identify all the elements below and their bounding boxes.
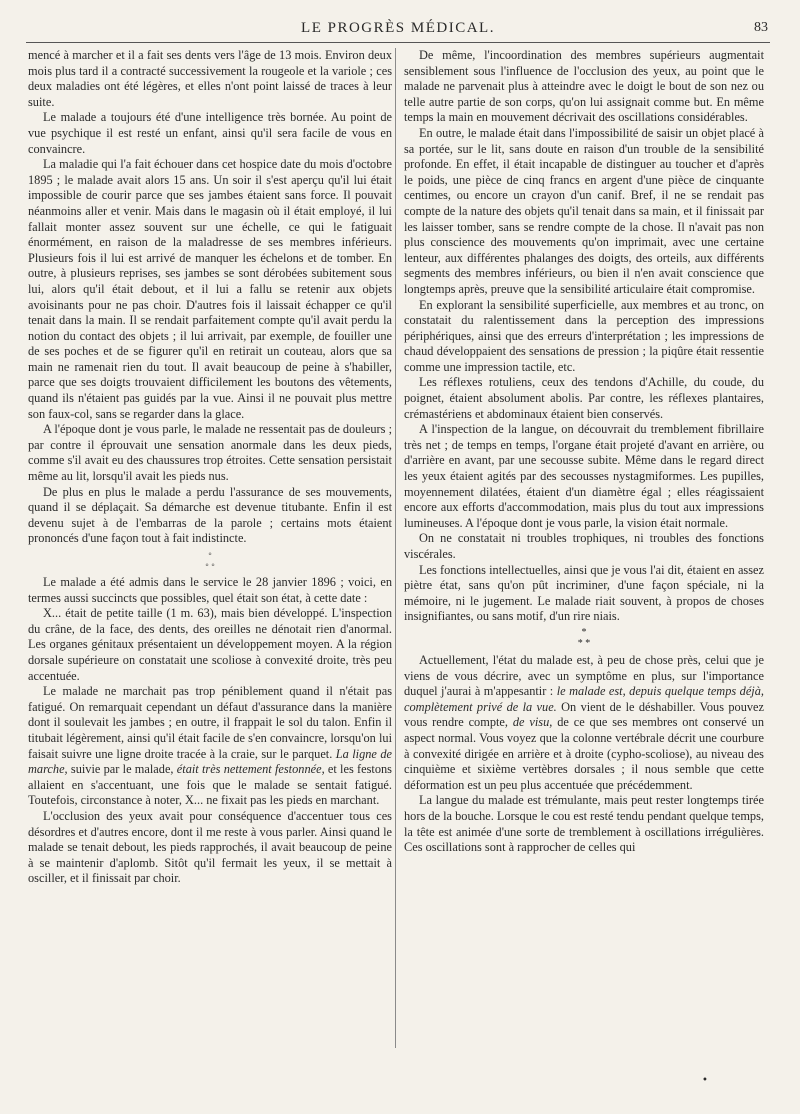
paragraph: La langue du malade est trémulante, mais peut rester longtemps tirée hors de la bouche. Lorsque le cou est resté tendu pendant quelque temps, la tête est animée d'une sorte de tremblement à oscillations irrégulières. Ces oscillations sont à rapprocher de celles qui <box>404 793 764 855</box>
paragraph: De même, l'incoordination des membres supérieurs augmentait sensiblement sous l'influence de l'occlusion des yeux, au point que le malade ne parvenait plus à atteindre avec le doigt le bout de son nez ou telle autre partie de son corps, qu'on lui assignait comme but. En même temps la main en mouvement décrivait des oscillations considérables. <box>404 48 764 125</box>
section-separator <box>404 627 764 649</box>
page-number: 83 <box>754 20 768 35</box>
paragraph: Le malade a été admis dans le service le 28 janvier 1896 ; voici, en termes aussi succincts que possibles, quel était son état, à cette date : <box>28 575 392 605</box>
paragraph: En explorant la sensibilité superficielle, aux membres et au tronc, on constatait du ralentissement dans la perception des impressions périphériques, ainsi que des erreurs d'interprétation ; les impressions de chaud développaient des sensations de pression ; la piqûre était ressentie comme une impression tactile, etc. <box>404 297 764 374</box>
column-divider <box>395 48 396 1048</box>
paragraph: Le malade a toujours été d'une intelligence très bornée. Au point de vue psychique il est resté un enfant, ainsi qu'il sera facile de vous en convaincre. <box>28 110 392 156</box>
separator-mark: * * <box>577 637 591 649</box>
section-separator <box>28 549 392 571</box>
paragraph: A l'époque dont je vous parle, le malade ne ressentait pas de douleurs ; par contre il éprouvait une sensation anormale dans les deux pieds, comme s'il avait eu des chaussures trop étroites. Cette sensation persistait même au lit, lorsqu'il avait les pieds nus. <box>28 422 392 484</box>
paragraph: On ne constatait ni troubles trophiques, ni troubles des fonctions viscérales. <box>404 531 764 561</box>
right-column <box>404 48 764 856</box>
separator-mark: ◦ ◦ <box>205 560 215 571</box>
paragraph: L'occlusion des yeux avait pour conséquence d'accentuer tous ces désordres et d'autres encore, dont il me reste à vous parler. Ainsi quand le malade se tenait debout, les pieds rapprochés, il avait beaucoup de peine à se maintenir d'aplomb. Sitôt qu'il fermait les yeux, il se mettait à osciller, et il finissait par choir. <box>28 808 392 886</box>
text-run: Le malade ne marchait pas trop péniblement quand il n'était pas fatigué. On remarquait cependant un défaut d'assurance dans la manière dont il soulevait les jambes ; en outre, il frappait le sol du talon. Enfin il titubait légèrement, ainsi qu'il était facile de s'en convaincre, lorsqu'on lui faisait suivre une ligne droite tracée à la craie, sur le parquet. <box>28 684 392 761</box>
emphasis: de visu, <box>512 715 553 730</box>
paragraph <box>404 653 764 793</box>
paragraph <box>28 684 392 809</box>
paragraph: La maladie qui l'a fait échouer dans cet hospice date du mois d'octobre 1895 ; le malade avait alors 15 ans. Un soir il s'est aperçu qu'il lui était impossible de courir parce que ses jambes étaient sans force. Il pouvait néanmoins aller et venir. Mais dans le magasin où il était employé, il lui fallait monter assez souvent sur une échelle, ce qui le fatiguait énormément, en raison de la maladresse de ses membres inférieurs. Plusieurs fois il lui est arrivé de manquer les échelons et de tomber. En outre, à plusieurs reprises, ses jambes se sont dérobées subitement sous lui, alors qu'il était debout, et il lui a fallu se retenir aux objets avoisinants pour ne pas choir. D'autres fois il laissait échapper ce qu'il tenait dans la main. Il se rendait parfaitement compte qu'il avait perdu la notion du contact des objets ; il lui arrivait, par exemple, de fouiller une de ses poches et de se figurer qu'il en retirait un couteau, alors que sa main ne ramenait rien du tout. Il avait beaucoup de peine à s'habiller, parce que ses doigts trouvaient difficilement les boutons des vêtements, quand ils n'étaient pas guidés par la vue. Ainsi il ne pouvait plus mettre son faux-col, sans se regarder dans la glace. <box>28 157 392 421</box>
paragraph: X... était de petite taille (1 m. 63), mais bien développé. L'inspection du crâne, de la face, des dents, des oreilles ne dénotait rien d'anormal. Les organes génitaux présentaient un développement moyen. A la région dorsale supérieure on constatait une scoliose à convexité droite, très peu accentuée. <box>28 606 392 683</box>
paragraph: De plus en plus le malade a perdu l'assurance de ses mouvements, quand il se déplaçait. Sa démarche est devenue titubante. Enfin il est devenu sujet à de l'embarras de la parole ; certains mots étaient prononcés d'une façon tout à fait indistincte. <box>28 484 392 546</box>
text-run: de ce que ses membres ont conservé un aspect normal. Vous voyez que la colonne vertébrale décrit une courbure à convexité dirigée en arrière et à droite (cypho-scoliose), au niveau des cinquième et sixième vertèbres dorsales ; il nous semble que cette déformation est un peu plus accentuée que précédemment. <box>404 715 764 792</box>
text-run: et les festons allaient en s'accentuant, une fois que le malade se sentait fatigué. Toutefois, circonstance à noter, X... ne fixait pas les pieds en marchant. <box>28 762 392 808</box>
signature-mark: • <box>702 1075 708 1086</box>
journal-title: LE PROGRÈS MÉDICAL. <box>301 20 495 36</box>
separator-mark: * <box>581 626 587 638</box>
paragraph: A l'inspection de la langue, on découvrait du tremblement fibrillaire très net ; de temps en temps, l'organe était projeté d'avant en arrière, ou d'arrière en avant, par une secousse subite. Même dans le regard direct les yeux étaient agités par des secousses nystagmiformes. Les pupilles, moyennement dilatées, étaient d'un diamètre égal ; elles réagissaient encore aux efforts d'accommodation, mais plus du tout aux impressions lumineuses. A l'époque dont je vous parle, la vision était normale. <box>404 422 764 530</box>
emphasis: était très nettement festonnée, <box>176 762 325 777</box>
running-header <box>26 18 770 43</box>
text-run: suivie par le malade, <box>70 762 174 777</box>
paragraph: Les fonctions intellectuelles, ainsi que je vous l'ai dit, étaient en assez piètre état, sans qu'on pût incriminer, d'une façon spéciale, ni la mémoire, ni le jugement. Le malade riait souvent, à propos de choses insignifiantes, ou sans motif, d'un rire niais. <box>404 562 764 624</box>
paragraph: mencé à marcher et il a fait ses dents vers l'âge de 13 mois. Environ deux mois plus tard il a contracté successivement la rougeole et la variole ; ces deux maladies ont été légères, et elles n'ont point laissé de traces à leur suite. <box>28 48 392 109</box>
paragraph: Les réflexes rotuliens, ceux des tendons d'Achille, du coude, du poignet, étaient absolument abolis. Par contre, les réflexes plantaires, crémastériens et abdominaux étaient bien conservés. <box>404 375 764 421</box>
left-column <box>28 48 392 887</box>
emphasis: le malade est, depuis quelque temps déjà, complètement privé de la vue. <box>404 684 764 714</box>
text-run: Actuellement, l'état du malade est, à peu de chose près, celui que je viens de vous décrire, avec un symptôme en plus, sur l'importance duquel j'aurai à m'appesantir : <box>404 652 764 699</box>
paragraph: En outre, le malade était dans l'impossibilité de saisir un objet placé à sa portée, sur le lit, sans doute en raison d'un trouble de la sensibilité profonde. En effet, il était incapable de distinguer au toucher et d'après le poids, une pièce de cinq francs en argent d'une pièce de cinquante centimes, ou encore un crayon d'un canif. Bref, il ne se rendait pas compte de la nature des objets qu'il tenait dans sa main, et il finissait par les laisser tomber, sans se rendre compte de la chose. Il n'avait pas non plus conscience des mouvements qu'on imprimait, avec une certaine lenteur, aux différentes phalanges des doigts, des orteils, aux différents segments des membres inférieurs, ou bien il n'en avait conscience que longtemps après, preuve que la sensibilité articulaire était compromise. <box>404 125 764 296</box>
emphasis: La ligne de marche, <box>28 746 392 777</box>
separator-mark: ◦ <box>208 549 212 560</box>
text-run: On vient de le déshabiller. Vous pouvez vous rendre compte, <box>404 699 765 730</box>
